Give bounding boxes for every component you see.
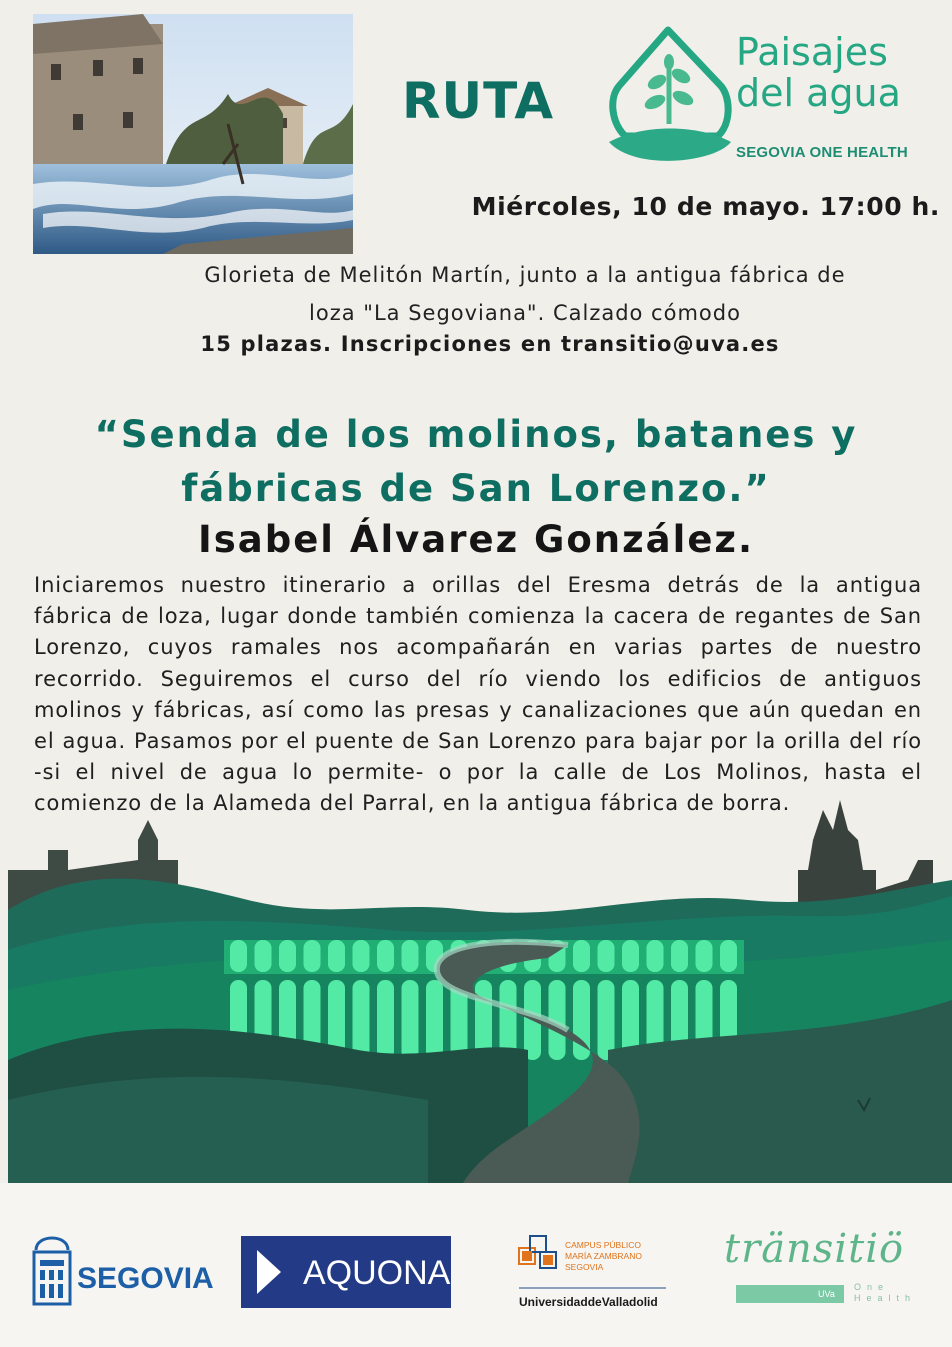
aqueduct-upper-arch <box>377 940 394 972</box>
event-place-line1: Glorieta de Melitón Martín, junto a la antigua fábrica de <box>204 263 846 287</box>
logo-title <box>736 32 946 114</box>
aquona-logo <box>241 1236 451 1308</box>
transitio-health-text: Health <box>854 1293 917 1303</box>
route-heading: RUTA <box>402 72 555 130</box>
aqueduct-upper-arch <box>647 940 664 972</box>
aqueduct-upper-arch <box>304 940 321 972</box>
talk-title-line1: “Senda de los molinos, batanes y <box>94 413 858 456</box>
aquona-mark-icon <box>255 1248 283 1296</box>
event-place <box>110 256 940 332</box>
event-date-time: Miércoles, 10 de mayo. 17:00 h. <box>471 192 940 221</box>
aqueduct-upper-arch <box>622 940 639 972</box>
aqueduct-upper-arch <box>255 940 272 972</box>
aqueduct-upper-arch <box>328 940 345 972</box>
aqueduct-upper-arch <box>598 940 615 972</box>
uva-campus-line1: CAMPUS PÚBLICO <box>565 1240 642 1250</box>
aqueduct-upper-arch <box>671 940 688 972</box>
river-mill-photo <box>33 14 353 254</box>
event-registration: 15 plazas. Inscripciones en transitio@uva.es <box>200 332 780 356</box>
talk-title <box>30 408 922 516</box>
aqueduct-lower-arch <box>598 980 615 1060</box>
logo-title-line1: Paisajes <box>736 30 888 74</box>
transitio-one-health <box>854 1282 916 1304</box>
event-place-line2: loza "La Segoviana". Calzado cómodo <box>309 301 741 325</box>
transitio-logo-text: tränsitiö <box>724 1226 905 1272</box>
aquona-logo-text: AQUONA <box>303 1254 451 1292</box>
segovia-logo-text: SEGOVIA <box>77 1262 214 1295</box>
aqueduct-upper-arch <box>230 940 247 972</box>
segovia-landscape-illustration <box>8 800 952 1183</box>
aqueduct-upper-arch <box>353 940 370 972</box>
aqueduct-lower-arch <box>426 980 443 1060</box>
aqueduct-lower-arch <box>377 980 394 1060</box>
uva-name-text: UniversidaddeValladolid <box>519 1295 658 1309</box>
transitio-uva-text: UVa <box>818 1289 835 1299</box>
aqueduct-upper-arch <box>573 940 590 972</box>
uva-campus-line2: MARÍA ZAMBRANO <box>565 1251 642 1261</box>
logo-subtitle: SEGOVIA ONE HEALTH <box>736 144 908 161</box>
aqueduct-lower-arch <box>353 980 370 1060</box>
aqueduct-upper-arch <box>696 940 713 972</box>
logo-title-line2: del agua <box>736 71 901 115</box>
aqueduct-upper-arch <box>402 940 419 972</box>
talk-title-line2: fábricas de San Lorenzo.” <box>181 467 771 510</box>
uva-campus-line3: SEGOVIA <box>565 1262 604 1272</box>
transitio-one-text: One <box>854 1282 890 1292</box>
aqueduct-upper-arch <box>720 940 737 972</box>
speaker-name: Isabel Álvarez González. <box>197 518 755 561</box>
route-description: Iniciaremos nuestro itinerario a orillas del Eresma detrás de la antigua fábrica de loza, lugar donde también comienza la cacera de regantes de San Lorenzo, cuyos ramales nos acompañarán en varias partes de nuestro recorrido. Seguiremos el curso del río viendo los edificios de antiguos molinos y fábricas, así como las presas y canalizaciones que aún quedan en el agua. Pasamos por el puente de San Lorenzo para bajar por la orilla del río -si el nivel de agua lo permite- o por la calle de Los Molinos, hasta el comienzo de la Alameda del Parral, en la antigua fábrica de borra. <box>34 573 922 816</box>
aqueduct-upper-arch <box>279 940 296 972</box>
aqueduct-lower-arch <box>402 980 419 1060</box>
water-drop-leaf-icon <box>603 24 733 172</box>
